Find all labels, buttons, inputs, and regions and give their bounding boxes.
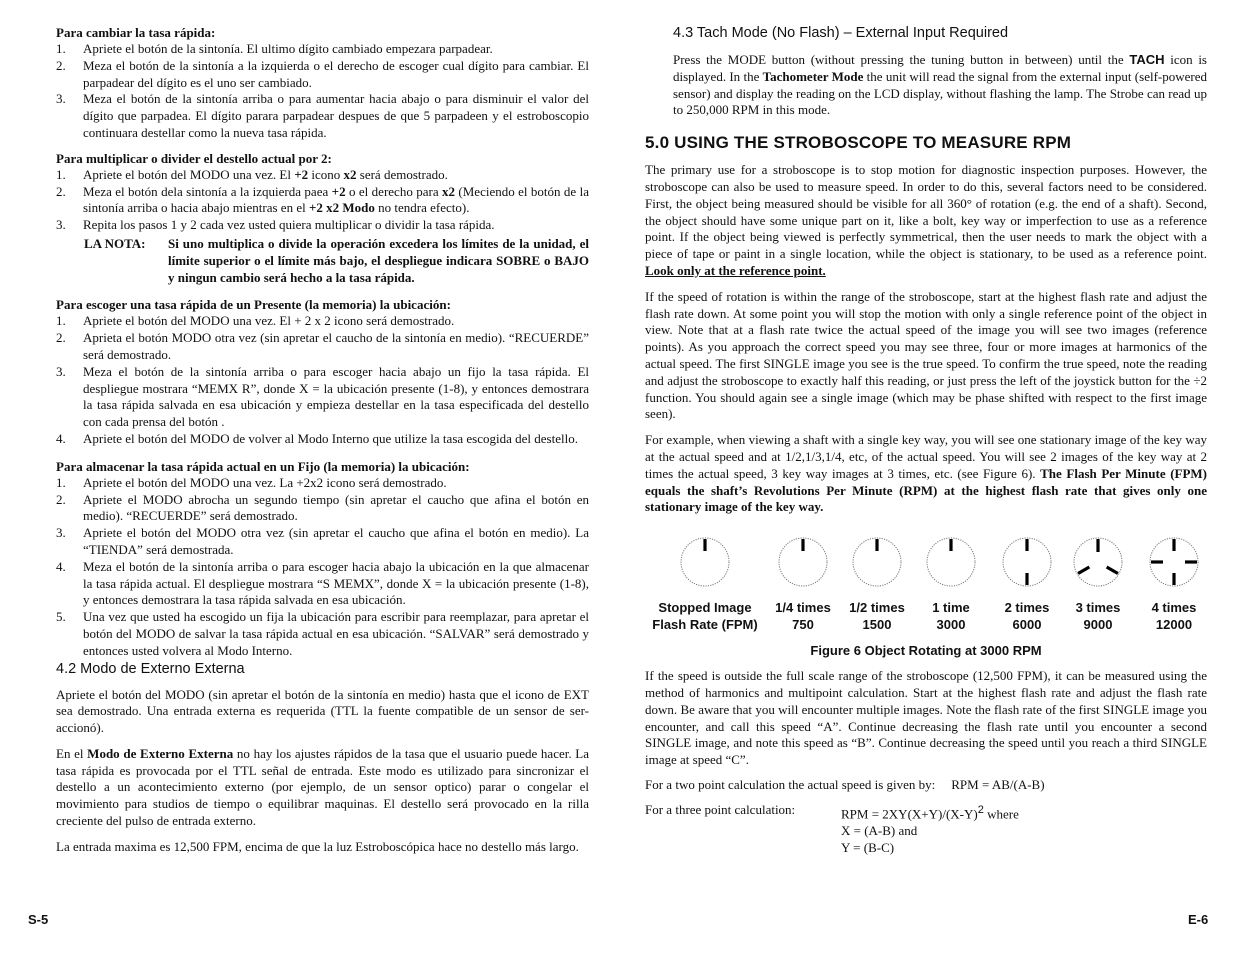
list-item: 3. Meza el botón de la sintonía arriba o para escoger hacia abajo un fijo la tasa rápida. El despliegue mostrara “MEMX R”, donde X = la ubicación presente (1-8), y entonces demostrara la tasa rápida salvada en esa ubicación y empieza destellar en la tasa especificada del destello con cada prensa del botón . [56, 363, 589, 430]
list-almacenar [56, 475, 589, 660]
nota-text: Si uno multiplica o divide la operación excedera los límites de la unidad, el límite superior o el límite más bajo, el despliegue indicara SOBRE o BAJO y ningun cambio será hecho a la tasa rápida. [168, 235, 589, 285]
list-cambiar-tasa [56, 41, 589, 142]
paragraph: Apriete el botón del MODO (sin apretar el botón de la sintonía en medio) hasta que el icono de EXT sea demostrado. Una entrada externa es requerida (TTL la fuente compatible de un sensor de ser-accionó). [56, 686, 589, 736]
section-heading-4-2: 4.2 Modo de Externo Externa [56, 660, 245, 677]
left-page [56, 24, 589, 856]
figure-label [842, 599, 912, 633]
figure-label-line2: 3000 [936, 617, 966, 633]
figure-label [768, 599, 838, 633]
shaft-image-1 [677, 534, 733, 590]
figure-label-line1: 1/2 times [849, 600, 905, 616]
figure-label-line1: 1/4 times [775, 600, 831, 616]
paragraph: Press the MODE button (without pressing the tuning button in between) until the TACH icon is displayed. In the Tachometer Mode the unit will read the signal from the external input (self-powered sensor) and display the reading on the LCD display, without flashing the lamp. The Strobe can read up to 250,000 RPM in this mode. [673, 52, 1207, 118]
list-item: 2. Meza el botón de la sintonía a la izquierda o el derecho de escoger cual dígito para cambiar. El parpadear del dígito es el uno ser cambiado. [56, 57, 589, 90]
figure-label-line1: 1 time [932, 600, 970, 616]
figure-label [1139, 599, 1209, 633]
shaft-image-3 [849, 534, 905, 590]
figure-label-line1: 2 times [1004, 600, 1050, 616]
figure-label-line2: 9000 [1083, 617, 1113, 633]
paragraph: If the speed of rotation is within the range of the stroboscope, start at the highest flash rate and adjust the flash rate down. At some point you will stop the motion with only a single reference point of the object in view. Note that at a flash rate twice the actual speed of the image you will see two images (reference points). As you approach the correct speed you may see three, four or more images at harmonics of the actual speed. The first SINGLE image you see is the true speed. To confirm the true speed, note the reading and adjust the stroboscope to exactly half this reading, or just press the left of the joystick button for the ÷2 function. You should again see a single image (which may be phase shifted with respect to the first image seen). [645, 288, 1207, 422]
list-item: 3. Repita los pasos 1 y 2 cada vez usted quiera multiplicar o dividir la tasa rápida. [56, 217, 495, 233]
keyway-mark [1078, 567, 1089, 574]
shaft-image-5 [999, 534, 1055, 590]
figure-label-line2: 12000 [1155, 617, 1193, 633]
two-point-calc: For a two point calculation the actual speed is given by: RPM = AB/(A-B) [645, 776, 1045, 792]
list-item: 2. Apriete el MODO abrocha un segundo tiempo (sin apretar el caucho que afina el botón en medio). “RECUERDE” será demostrado. [56, 491, 589, 524]
figure-label [645, 599, 765, 633]
page-number-left: S-5 [28, 912, 49, 927]
figure-label-line2: 1500 [862, 617, 892, 633]
list-item: 3. Apriete el botón del MODO otra vez (sin apretar el caucho que afina el botón en medio). La “TIENDA” será demostrada. [56, 525, 589, 557]
shaft-image-2 [775, 534, 831, 590]
list-item: 1. Apriete el botón de la sintonía. El ultimo dígito cambiado empezara parpadear. [56, 41, 493, 56]
paragraph: The primary use for a stroboscope is to stop motion for diagnostic inspection purposes. However, the stroboscope can also be used to measure speed. In order to do this, several factors need to be considered. First, the object being measured should be visible for all 360° of rotation (e.g. the end of a shaft). Second, the object should have some unique part on it, like a bolt, key way or imperfection to use as a reference point. If the object being viewed is perfectly symmetrical, then the user needs to mark the object with a piece of tape or paint in a single location, while the object is stationary, to be used as a reference point. Look only at the reference point. [645, 162, 1207, 278]
figure-label-line1: 3 times [1075, 600, 1121, 616]
list-item: 1. Apriete el botón del MODO una vez. El +2 icono x2 será demostrado. [56, 166, 448, 182]
list-item: 1. Apriete el botón del MODO una vez. La +2x2 icono será demostrado. [56, 474, 447, 490]
figure-label-line2: 6000 [1012, 617, 1042, 633]
paragraph: En el Modo de Externo Externa no hay los ajustes rápidos de la tasa que el usuario puede hacer. La tasa rápida es provocada por el TTL señal de entrada. Este modo es utilizado para sincronizar el destello a un acontecimiento externo (por ejemplo, de un sensor optico) parar o congelar el movimiento para studios de tiempo o equilibrar maquinas. El destello será provocado en la rilla creciente del pulso de entrada externo. [56, 745, 589, 829]
list-escoger-presente [56, 313, 589, 447]
paragraph: La entrada maxima es 12,500 FPM, encima de que la luz Estroboscópica hace no destello más largo. [56, 838, 579, 854]
list-item: 5. Una vez que usted ha escogido un fija la ubicación para escribir para reemplazar, para apretar el botón del MODO de salvar la tasa rápida actual en esa ubicación. “SALVAR” será demostrado y entonces usted volvera al Modo Interno. [56, 609, 589, 658]
nota-label: LA NOTA: [84, 235, 146, 251]
figure-label-line2: 750 [792, 617, 814, 633]
list-item: 2. Meza el botón dela sintonía a la izquierda paea +2 o el derecho para x2 (Meciendo el botón de la sintonía arriba o hacia abajo mientras en el +2 x2 Modo no tendra efecto). [56, 183, 589, 216]
list-item: 1. Apriete el botón del MODO una vez. El + 2 x 2 icono será demostrado. [56, 313, 455, 329]
figure-6 [645, 534, 1207, 634]
list-item: 2. Aprieta el botón MODO otra vez (sin apretar el caucho de la sintonía en medio). “RECUERDE” será demostrado. [56, 330, 589, 362]
paragraph: If the speed is outside the full scale range of the stroboscope (12,500 FPM), it can be measured using the method of harmonics and multipoint calculation. Start at the highest flash rate and adjust the flash rate down. Be aware that you will encounter multiple images. Note the flash rate of the first SINGLE image you encounter, and call this speed “A”. Continue decreasing the flash rate until you encounter a second SINGLE image, and note this speed as “B”. Continue decreasing the speed until you reach a third SINGLE image at speed “C”. [645, 668, 1207, 768]
list-item: 4. Meza el botón de la sintonía arriba o para escoger hacia abajo la ubicación en la que almacenar la tasa rápida actual. El despliegue mostrara “S MEMX”, donde X = la ubicación presente (1-8), y entonces demostrara la tasa rápida salvada en esa ubicación. [56, 558, 589, 608]
shaft-image-6 [1070, 534, 1126, 590]
heading-escoger-presente: Para escoger una tasa rápida de un Presente (la memoria) la ubicación: [56, 297, 451, 313]
heading-cambiar-tasa: Para cambiar la tasa rápida: [56, 25, 216, 40]
figure-label [916, 599, 986, 633]
list-item: 4. Apriete el botón del MODO de volver al Modo Interno que utilize la tasa escogida del destello. [56, 430, 578, 446]
three-point-calc: For a three point calculation: RPM = $2XY(X+Y)/(X-Y)^2$ where X = (A-B) and Y = (B-C) [645, 801, 1019, 855]
shaft-image-7 [1146, 534, 1202, 590]
figure-label [1063, 599, 1133, 633]
figure-label-line2: Flash Rate (FPM) [652, 617, 758, 633]
figure-caption: Figure 6 Object Rotating at 3000 RPM [810, 643, 1042, 659]
paragraph: For example, when viewing a shaft with a single key way, you will see one stationary image of the key way at the actual speed and at 1/2,1/3,1/4, etc, of the actual speed. You will see 2 images of the key way at 2 times the actual speed, 3 key way images at 3 times, etc. (see Figure 6). The Flash Per Minute (FPM) equals the shaft’s Revolutions Per Minute (RPM) at the highest flash rate that gives only one stationary image of the key way. [645, 432, 1207, 515]
section-heading-4-3: 4.3 Tach Mode (No Flash) – External Input Required [673, 25, 1009, 41]
figure-label-line1: 4 times [1151, 600, 1197, 616]
right-page [645, 24, 1207, 856]
heading-almacenar: Para almacenar la tasa rápida actual en un Fijo (la memoria) la ubicación: [56, 458, 470, 474]
list-multiplicar [56, 167, 589, 234]
keyway-mark [1107, 567, 1118, 574]
section-heading-5-0: 5.0 USING THE STROBOSCOPE TO MEASURE RPM [645, 133, 1072, 153]
nota-block [84, 236, 589, 286]
heading-multiplicar: Para multiplicar o divider el destello actual por 2: [56, 150, 332, 166]
figure-label [992, 599, 1062, 633]
shaft-image-4 [923, 534, 979, 590]
page-number-right: E-6 [1188, 912, 1209, 927]
list-item: 3. Meza el botón de la sintonía arriba o para aumentar hacia abajo o para disminuir el valor del dígito que parpadea. El dígito parara parpadear despues de que 5 parpadeen y el estroboscopio continuara destellar como la nueva tasa rápida. [56, 91, 589, 140]
figure-label-line1: Stopped Image [658, 600, 752, 616]
